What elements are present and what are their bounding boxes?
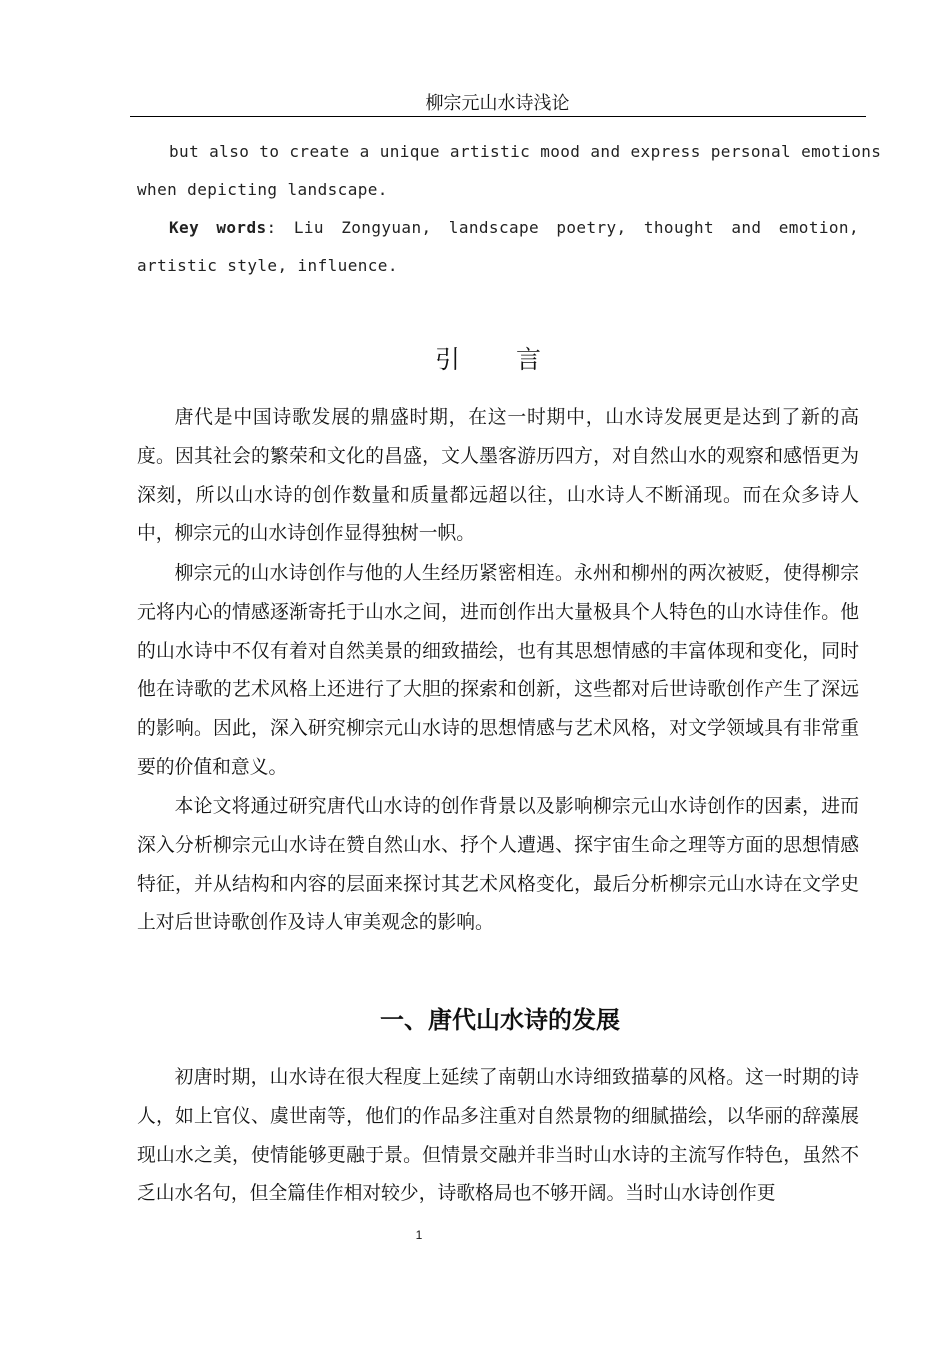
chapter-heading: 一、唐代山水诗的发展 (380, 1006, 620, 1034)
page-number: 1 (415, 1228, 423, 1242)
intro-paragraph: 本论文将通过研究唐代山水诗的创作背景以及影响柳宗元山水诗创作的因素，进而深入分析柳宗元山水诗在赞自然山水、抒个人遭遇、探宇宙生命之理等方面的思想情感特征，并从结构和内容的层面来探讨其艺术风格变化，最后分析柳宗元山水诗在文学史上对后世诗歌创作及诗人审美观念的影响。 (137, 796, 859, 934)
chapter-paragraph: 初唐时期，山水诗在很大程度上延续了南朝山水诗细致描摹的风格。这一时期的诗人，如上官仪、虞世南等，他们的作品多注重对自然景物的细腻描绘，以华丽的辞藻展现山水之美，使情能够更融于景。但情景交融并非当时山水诗的主流写作特色，虽然不乏山水名句，但全篇佳作相对较少，诗歌格局也不够开阔。当时山水诗创作更 (137, 1067, 859, 1205)
header-rule (130, 116, 866, 117)
english-abstract-tail (137, 140, 882, 292)
intro-paragraph: 唐代是中国诗歌发展的鼎盛时期，在这一时期中，山水诗发展更是达到了新的高度。因其社会的繁荣和文化的昌盛，文人墨客游历四方，对自然山水的观察和感悟更为深刻，所以山水诗的创作数量和质量都远超以往，山水诗人不断涌现。而在众多诗人中，柳宗元的山水诗创作显得独树一帜。 (137, 407, 859, 545)
keywords-text: : Liu Zongyuan, landscape poetry, thought and emotion, (266, 218, 860, 237)
abstract-line: but also to create a unique artistic mood and express personal emotions (169, 142, 882, 161)
intro-paragraph: 柳宗元的山水诗创作与他的人生经历紧密相连。永州和柳州的两次被贬，使得柳宗元将内心的情感逐渐寄托于山水之间，进而创作出大量极具个人特色的山水诗佳作。他的山水诗中不仅有着对自然美景的细致描绘，也有其思想情感的丰富体现和变化，同时他在诗歌的艺术风格上还进行了大胆的探索和创新，这些都对后世诗歌创作产生了深远的影响。因此，深入研究柳宗元山水诗的思想情感与艺术风格，对文学领域具有非常重要的价值和意义。 (137, 563, 859, 778)
running-header-title: 柳宗元山水诗浅论 (425, 93, 570, 114)
keywords-label: Key words (169, 218, 267, 237)
keywords-line (137, 216, 859, 254)
keywords-line: artistic style, influence. (137, 256, 398, 275)
abstract-line: when depicting landscape. (137, 180, 388, 199)
intro-heading: 引 言 (435, 345, 565, 374)
